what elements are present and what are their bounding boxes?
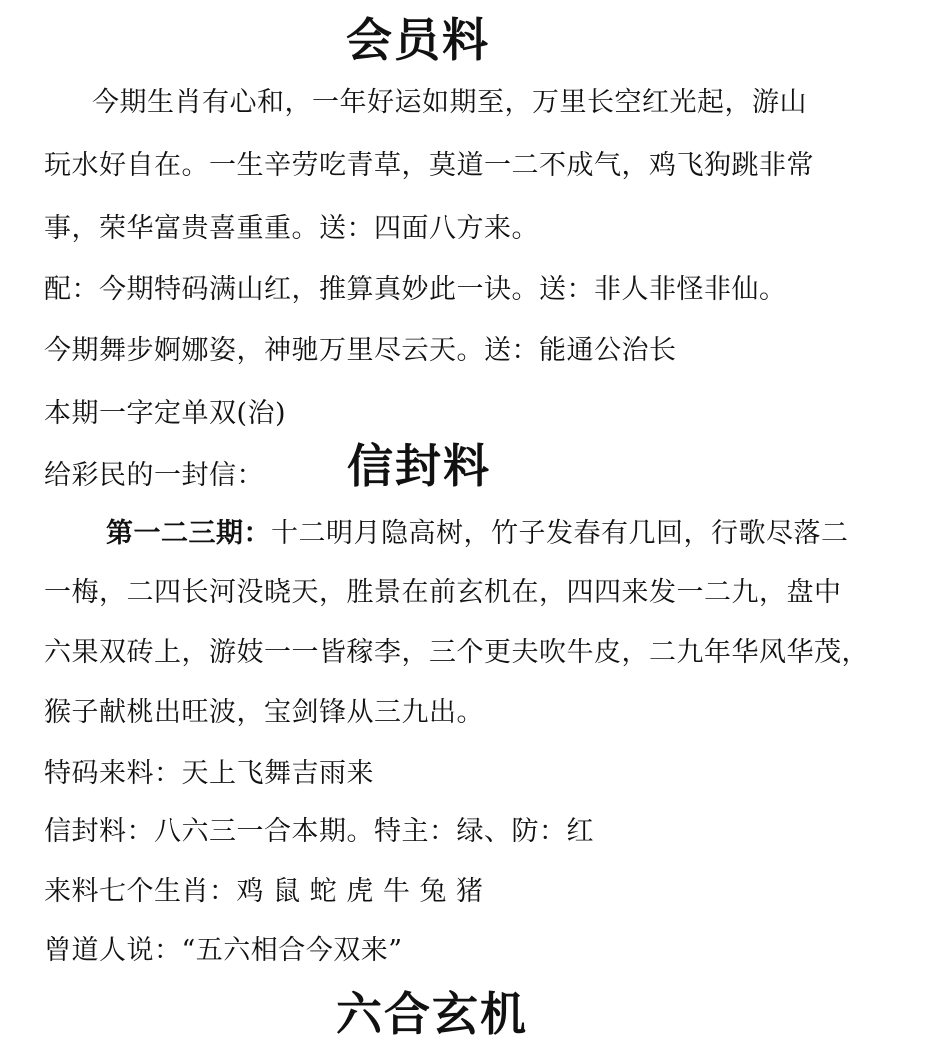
envelope-line-1-text: 十二明月隐高树，竹子发春有几回，行歌尽落二 — [271, 518, 849, 549]
envelope-special-code: 特码来料：天上飞舞吉雨来 — [44, 758, 374, 789]
member-line-6: 本期一字定单双(治) — [44, 398, 287, 429]
member-line-1: 今期生肖有心和，一年好运如期至，万里长空红光起，游山 — [92, 87, 807, 118]
member-line-5: 今期舞步婀娜姿，神驰万里尽云天。送：能通公治长 — [44, 335, 677, 366]
heading-liuhe-xuanji: 六合玄机 — [336, 987, 528, 1041]
envelope-line-4: 猴子献桃出旺波，宝剑锋从三九出。 — [44, 697, 484, 728]
envelope-line-1 — [106, 517, 849, 551]
envelope-lead: 第一二三期： — [106, 518, 271, 549]
envelope-line-2: 一梅，二四长河没晓天，胜景在前玄机在，四四来发一二九，盘中 — [44, 577, 842, 608]
envelope-zeng-quote: 曾道人说：“五六相合今双来” — [44, 935, 403, 966]
member-line-4: 配：今期特码满山红，推算真妙此一诀。送：非人非怪非仙。 — [44, 274, 787, 305]
member-line-2: 玩水好自在。一生辛劳吃青草，莫道一二不成气，鸡飞狗跳非常 — [44, 150, 814, 181]
member-line-3: 事，荣华富贵喜重重。送：四面八方来。 — [44, 213, 539, 244]
envelope-material: 信封料：八六三一合本期。特主：绿、防：红 — [44, 816, 594, 847]
heading-envelope-material: 信封料 — [347, 439, 491, 493]
envelope-seven-zodiacs: 来料七个生肖：鸡 鼠 蛇 虎 牛 兔 猪 — [44, 876, 484, 907]
envelope-intro: 给彩民的一封信： — [44, 460, 264, 491]
envelope-line-3: 六果双砖上，游妓一一皆稼李，三个更夫吹牛皮，二九年华风华茂， — [44, 637, 869, 668]
heading-member-material: 会员料 — [346, 13, 490, 67]
